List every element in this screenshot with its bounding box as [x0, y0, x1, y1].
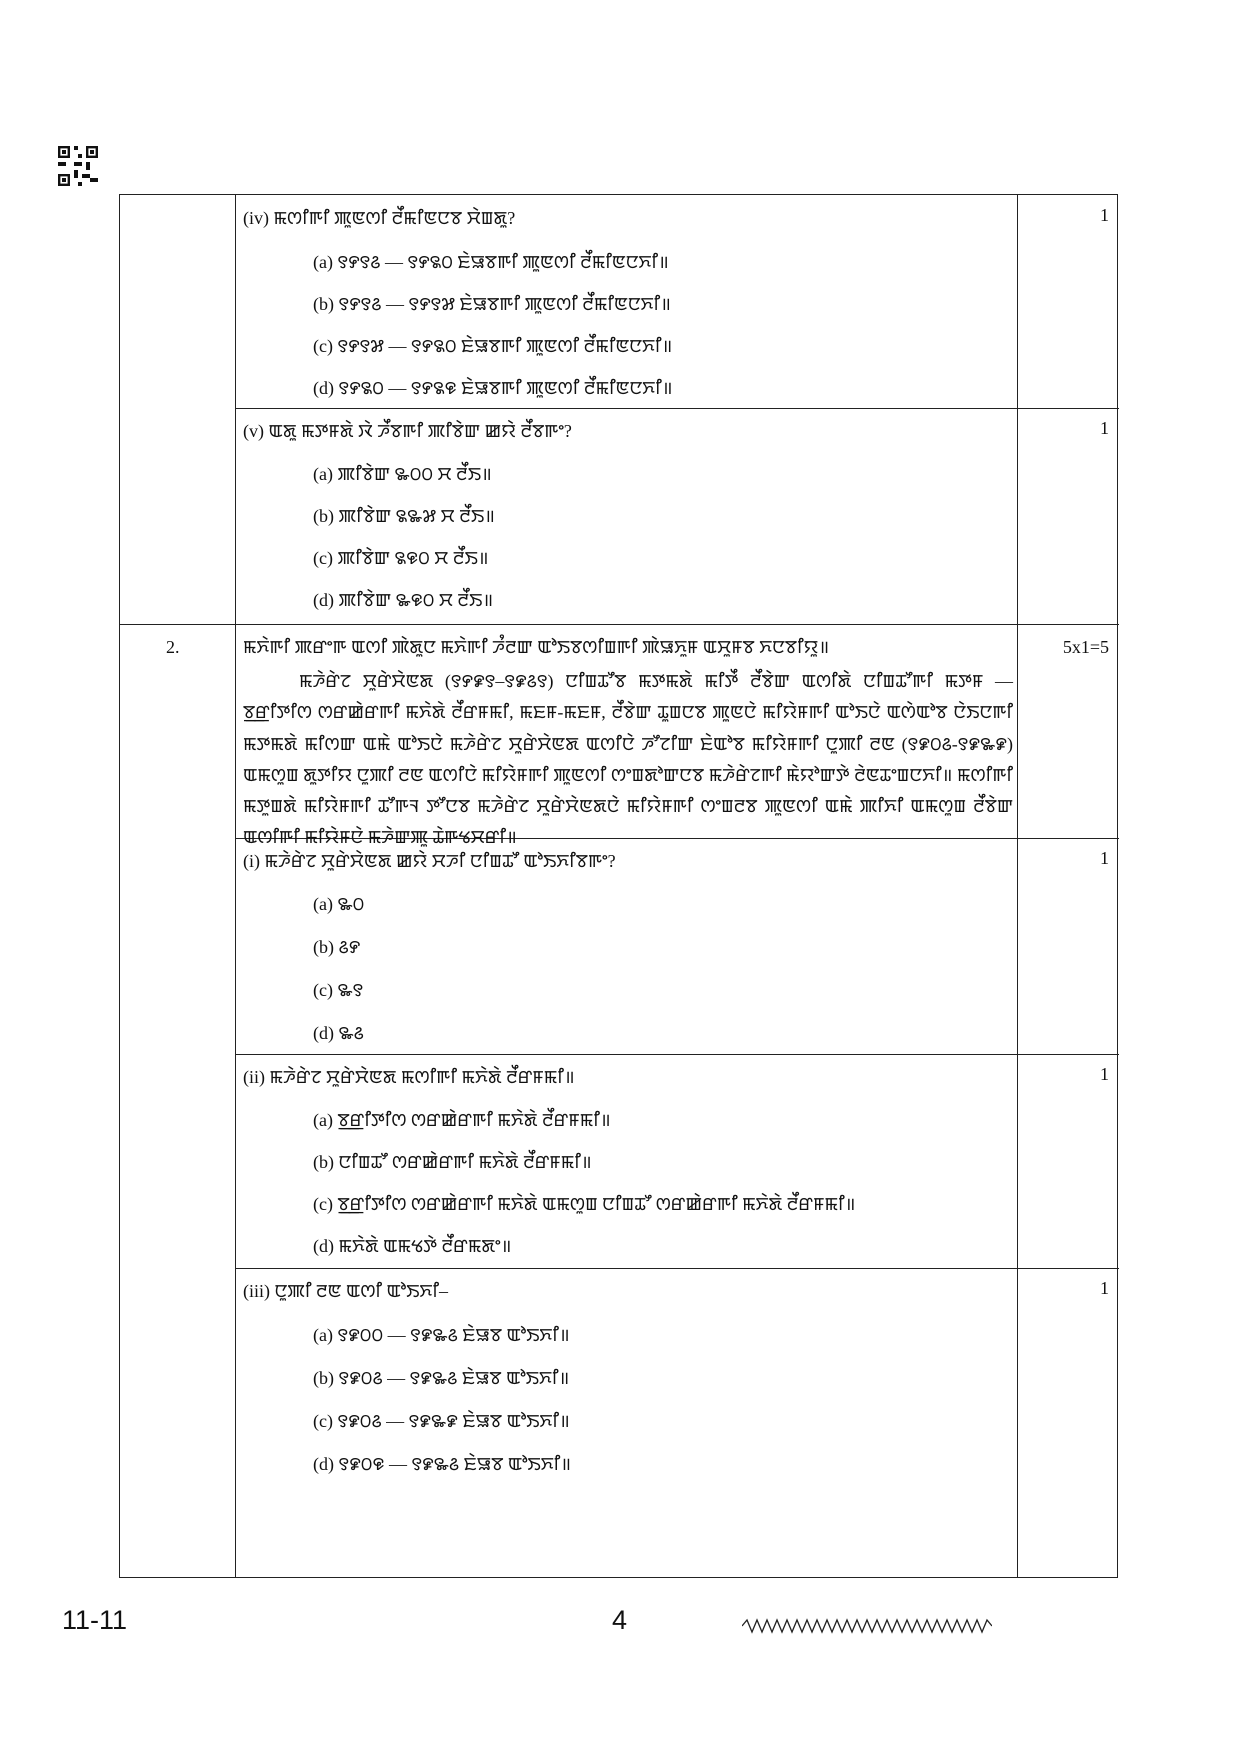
question-2-ii: [237, 1054, 1017, 1268]
option-d: (d) ꯱꯹꯰꯶ — ꯱꯹꯳꯴ ꯐꯥꯎꯕ ꯑꯣꯏꯈꯤ॥: [313, 1454, 572, 1474]
decorative-squiggle-icon: [742, 1618, 992, 1634]
option-c: (c) ꯱꯹꯰꯴ — ꯱꯹꯳꯹ ꯐꯥꯎꯕ ꯑꯣꯏꯈꯤ॥: [313, 1411, 570, 1431]
option-b: (b) ꯱꯸꯱꯴ — ꯱꯸꯱꯷ ꯐꯥꯎꯕꯒꯤ ꯄꯨꯟꯁꯤ ꯂꯩꯃꯤꯟꯅꯈꯤ॥: [313, 294, 671, 314]
question-2-iii: [237, 1268, 1017, 1578]
marks: 1: [1100, 1278, 1109, 1298]
qr-code-icon: [58, 146, 98, 186]
column-divider-left: [235, 195, 236, 1577]
paper-code: 11-11: [62, 1605, 128, 1635]
marks: 1: [1100, 1064, 1109, 1084]
option-c: (c) ꯄꯤꯕꯥꯛ ꯲꯶꯰ ꯆ ꯂꯩꯏ॥: [313, 548, 489, 568]
option-c: (c) ꯱꯸꯱꯷ — ꯱꯸꯲꯰ ꯐꯥꯎꯕꯒꯤ ꯄꯨꯟꯁꯤ ꯂꯩꯃꯤꯟꯅꯈꯤ॥: [313, 336, 673, 356]
option-a: (a) ꯱꯸꯱꯴ — ꯱꯸꯲꯰ ꯐꯥꯎꯕꯒꯤ ꯄꯨꯟꯁꯤ ꯂꯩꯃꯤꯟꯅꯈꯤ॥: [313, 252, 669, 272]
option-b: (b) ꯅꯤꯡꯊꯧ ꯁꯔꯀꯥꯔꯒꯤ ꯃꯈꯥꯗꯥ ꯂꯩꯔꯝꯃꯤ॥: [313, 1152, 592, 1172]
page-number: 4: [612, 1605, 628, 1635]
option-a: (a) ꯄꯤꯕꯥꯛ ꯳꯰꯰ ꯆ ꯂꯩꯏ॥: [313, 464, 492, 484]
question-1-iv: [237, 195, 1017, 408]
option-d: (d) ꯃꯈꯥꯗꯥ ꯑꯃꯠꯇꯥ ꯂꯩꯔꯃꯗꯦ॥: [313, 1236, 512, 1256]
marks: 1: [1100, 205, 1109, 225]
passage-text: [243, 666, 1013, 854]
option-a: (a) ꯱꯹꯰꯰ — ꯱꯹꯳꯴ ꯐꯥꯎꯕ ꯑꯣꯏꯈꯤ॥: [313, 1325, 570, 1345]
option-a: (a) ꯳꯰: [313, 894, 365, 914]
question-instruction: ꯃꯈꯥꯒꯤ ꯄꯔꯦꯒ ꯑꯁꯤ ꯄꯥꯗꯨꯅ ꯃꯈꯥꯒꯤ ꯍꯪꯂꯛ ꯑꯣꯏꯕꯁꯤꯡꯒꯤ ꯄꯥꯎꯈꯨꯝ ꯑꯆꯨꯝꯕ ꯈꯅꯕꯤꯌꯨ॥: [243, 637, 830, 657]
question-1-v: [237, 408, 1017, 624]
passage-body: ꯃꯍꯥꯔꯥꯖ ꯆꯨꯔꯥꯆꯥꯟꯗ (꯱꯸꯹꯱–꯱꯹꯴꯱) ꯅꯤꯡꯊꯧꯕ ꯃꯇꯃꯗꯥ ꯃꯤꯇꯩ ꯂꯩꯕꯥꯛ ꯑꯁꯤꯗꯥ ꯅꯤꯡꯊꯧꯒꯤ ꯃꯇꯝ — ꯕ꯭ꯔꯤꯇꯤꯁ ꯁꯔꯀꯥꯔꯒꯤ ꯃꯈꯥꯗꯥ ꯂꯩꯔꯝꯃꯤ, ꯃꯐꯝ-ꯃꯐꯝ, ꯂꯩꯕꯥꯛ ꯊꯨꯡꯅꯕ ꯄꯨꯟꯅꯥ ꯃꯤꯌꯥꯝꯒꯤ ꯑꯣꯏꯅꯥ ꯑꯁꯥꯑꯣꯕ ꯅꯥꯏꯅꯒꯤ ꯃꯇꯃꯗꯥ ꯃꯤꯁꯛ ꯑꯃꯥ ꯑꯣꯏꯅꯥ ꯃꯍꯥꯔꯥꯖ ꯆꯨꯔꯥꯆꯥꯟꯗ ꯑꯁꯤꯅꯥ ꯍꯧꯖꯤꯛ ꯐꯥꯑꯣꯕ ꯃꯤꯌꯥꯝꯒꯤ ꯅꯨꯄꯤ ꯂꯟ (꯱꯹꯰꯴-꯱꯹꯳꯹) ꯑꯃꯁꯨꯡ ꯗꯨꯇꯤꯌ ꯅꯨꯄꯤ ꯂꯟ ꯑꯁꯤꯅꯥ ꯃꯤꯌꯥꯝꯒꯤ ꯄꯨꯟꯁꯤ ꯁꯦꯡꯗꯣꯛꯅꯕ ꯃꯍꯥꯔꯥꯖꯒꯤ ꯃꯥꯌꯣꯛꯇꯥ ꯂꯥꯟꯊꯦꯡꯅꯈꯤ॥ ꯃꯁꯤꯒꯤ ꯃꯇꯨꯡꯗꯥ ꯃꯤꯌꯥꯝꯒꯤ ꯊꯧꯒꯜ ꯇꯧꯅꯕ ꯃꯍꯥꯔꯥꯖ ꯆꯨꯔꯥꯆꯥꯟꯗꯅꯥ ꯃꯤꯌꯥꯝꯒꯤ ꯁꯦꯡꯂꯕ ꯄꯨꯟꯁꯤ ꯑꯃꯥ ꯄꯤꯈꯤ ꯑꯃꯁꯨꯡ ꯂꯩꯕꯥꯛ ꯑꯁꯤꯒꯤ ꯃꯤꯌꯥꯝꯅꯥ ꯃꯍꯥꯛꯄꯨ ꯊꯥꯒꯠꯆꯔꯤ॥: [243, 671, 1013, 848]
question-stem: (i) ꯃꯍꯥꯔꯥꯖ ꯆꯨꯔꯥꯆꯥꯟꯗ ꯀꯌꯥ ꯆꯍꯤ ꯅꯤꯡꯊꯧ ꯑꯣꯏꯈꯤꯕꯒꯦ?: [243, 851, 616, 871]
marks: 1: [1100, 418, 1109, 438]
question-stem: (iv) ꯃꯁꯤꯒꯤ ꯄꯨꯟꯁꯤ ꯂꯩꯃꯤꯟꯅꯕ ꯆꯥꯡꯗꯨ?: [243, 208, 516, 228]
question-stem: (iii) ꯅꯨꯄꯤ ꯂꯟ ꯑꯁꯤ ꯑꯣꯏꯈꯤ–: [243, 1281, 448, 1301]
option-b: (b) ꯴꯸: [313, 937, 361, 957]
option-b: (b) ꯄꯤꯕꯥꯛ ꯲꯳꯷ ꯆ ꯂꯩꯏ॥: [313, 506, 495, 526]
question-number: 2.: [166, 637, 180, 657]
question-stem: (v) ꯑꯗꯨ ꯃꯇꯝꯗꯥ ꯋꯥ ꯍꯩꯕꯒꯤ ꯄꯤꯕꯥꯛ ꯀꯌꯥ ꯂꯩꯕꯒꯦ?: [243, 421, 572, 441]
question-stem: (ii) ꯃꯍꯥꯔꯥꯖ ꯆꯨꯔꯥꯆꯥꯟꯗ ꯃꯁꯤꯒꯤ ꯃꯈꯥꯗꯥ ꯂꯩꯔꯝꯃꯤ॥: [243, 1067, 575, 1087]
option-d: (d) ꯄꯤꯕꯥꯛ ꯳꯶꯰ ꯆ ꯂꯩꯏ॥: [313, 590, 494, 610]
option-b: (b) ꯱꯹꯰꯴ — ꯱꯹꯳꯴ ꯐꯥꯎꯕ ꯑꯣꯏꯈꯤ॥: [313, 1368, 570, 1388]
marks: 1: [1100, 848, 1109, 868]
column-divider-right: [1017, 195, 1018, 1577]
option-a: (a) ꯕ꯭ꯔꯤꯇꯤꯁ ꯁꯔꯀꯥꯔꯒꯤ ꯃꯈꯥꯗꯥ ꯂꯩꯔꯝꯃꯤ॥: [313, 1110, 611, 1130]
question-table: [119, 194, 1118, 1578]
option-c: (c) ꯕ꯭ꯔꯤꯇꯤꯁ ꯁꯔꯀꯥꯔꯒꯤ ꯃꯈꯥꯗꯥ ꯑꯃꯁꯨꯡ ꯅꯤꯡꯊꯧ ꯁꯔꯀꯥꯔꯒꯤ ꯃꯈꯥꯗꯥ ꯂꯩꯔꯝꯃꯤ॥: [313, 1194, 856, 1214]
option-c: (c) ꯳꯱: [313, 980, 364, 1000]
question-2-i: [237, 838, 1017, 1054]
option-d: (d) ꯳꯴: [313, 1023, 364, 1043]
marks: 5x1=5: [1062, 637, 1109, 657]
option-d: (d) ꯱꯸꯲꯰ — ꯱꯸꯲꯶ ꯐꯥꯎꯕꯒꯤ ꯄꯨꯟꯁꯤ ꯂꯩꯃꯤꯟꯅꯈꯤ॥: [313, 378, 673, 398]
question-2-passage: [237, 624, 1017, 848]
